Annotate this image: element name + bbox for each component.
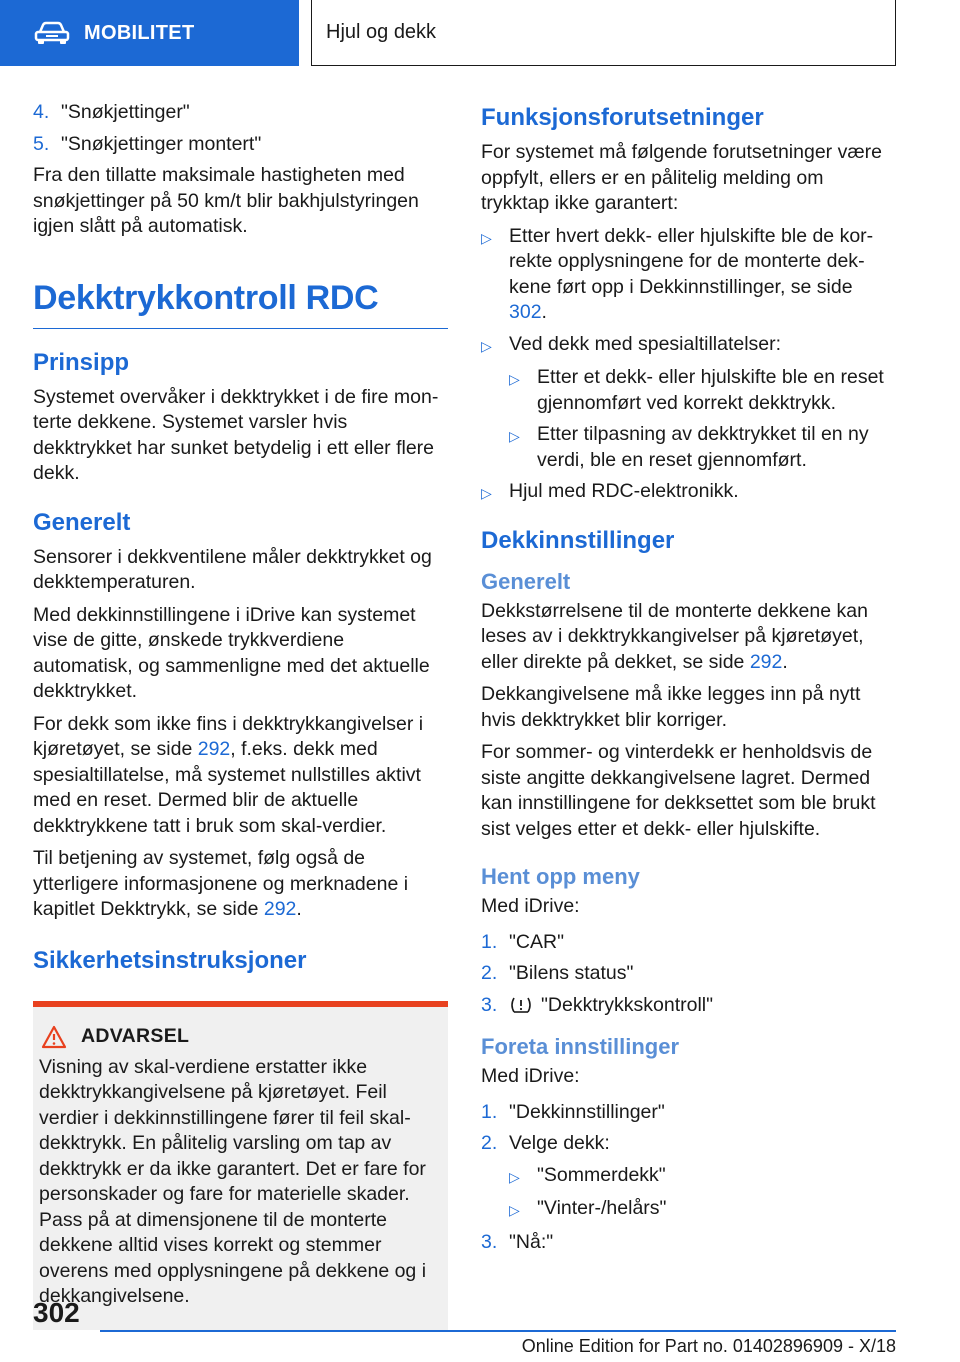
list-item: 3. "Nå:" (481, 1230, 554, 1253)
page-link[interactable]: 292 (263, 898, 297, 920)
bullet-triangle-icon: ▷ (509, 371, 520, 387)
dekkinn-p3: For sommer- og vinterdekk er henholdsvis de siste angitte dekkangivelsene lagret. Dermed kan innstillingene for dekksettet som ble brukt sist velges etter et dekk- eller hjulskifte. (481, 741, 876, 840)
list-item: 5. "Snøkjettinger montert" (33, 132, 262, 155)
page-number: 302 (33, 1297, 80, 1328)
bullet-triangle-icon: ▷ (481, 337, 492, 354)
heading-dekkinnstillinger: Dekkinnstillinger (481, 526, 675, 554)
heading-generelt-2: Generelt (481, 568, 571, 594)
list-item: ▷ Etter et dekk- eller hjulskifte ble en reset gjennomført ved korrekt dekktrykk. (509, 365, 893, 416)
warning-header (39, 1025, 440, 1049)
page-link[interactable]: 302 (509, 301, 542, 323)
generelt-p4: Til betjening av systemet, følg også de ytterligere informasjonene og merknadene i kapitlet Dekktrykk, se side 292. (33, 847, 409, 920)
heading-prinsipp: Prinsipp (33, 348, 130, 376)
heading-funksjon: Funksjonsforutsetninger (481, 104, 764, 131)
footer-divider (100, 1330, 896, 1332)
warning-text: Visning av skal-verdiene erstatter ikke dekktrykkangivelsene på kjøretøyet. Feil verdier i dekkinnstillingene fører til feil skal-dekktrykk. En pålitelig varsling om tap av dekktrykk er da ikke garantert. Det er fare for personskader og fare for materielle skader. Pass på at dimensjonene til de monterte dekkene alltid vises korrekt og stemmer overens med opplysningene på dekkene og i dekkangivelsene. (39, 1055, 427, 1307)
intro-paragraph: Fra den tillatte maksimale hastigheten med snøkjettinger på 50 km/t blir bakhjulstyringen igjen slått på automatisk. (33, 164, 419, 237)
page-title: Dekktrykkontroll RDC (33, 278, 448, 329)
section-label: MOBILITET (84, 21, 195, 44)
footer-edition: Online Edition for Part no. 01402896909 - X/18 (521, 1336, 896, 1356)
list-item: ▷ Hjul med RDC-elektronikk. (481, 479, 893, 507)
left-column (33, 100, 448, 1330)
foreta-text: Med iDrive: (481, 1065, 580, 1087)
list-item: 3. "Dekktrykkskontroll" (481, 993, 714, 1016)
chapter-title: Hjul og dekk (311, 0, 896, 66)
bullet-triangle-icon: ▷ (481, 229, 492, 246)
settings-steps-list-cont (481, 1230, 893, 1256)
heading-foreta-innstillinger: Foreta innstillinger (481, 1034, 680, 1059)
generelt-p1: Sensorer i dekkventilene måler dekktrykket og dekktemperaturen. (33, 545, 432, 593)
list-item: ▷ "Sommerdekk" (509, 1163, 893, 1191)
prerequisites-list (481, 224, 893, 507)
list-item: 2. "Bilens status" (481, 962, 634, 984)
generelt-p2: Med dekkinnstillingene i iDrive kan systemet vise de gitte, ønskede trykkverdiene automatisk, og sammenligne med det aktuelle dekktrykket. (33, 603, 430, 702)
warning-label: ADVARSEL (81, 1025, 190, 1047)
car-icon (34, 21, 70, 45)
dekkinn-p2: Dekkangivelsene må ikke legges inn på nytt hvis dekktrykket blir korriger. (481, 683, 861, 731)
list-item: 1. "CAR" (481, 930, 565, 953)
section-tab[interactable] (0, 0, 299, 66)
list-item: ▷ "Vinter-/helårs" (509, 1196, 893, 1224)
warning-triangle-icon (41, 1025, 67, 1049)
menu-steps-list (33, 100, 448, 157)
list-item: 1. "Dekkinnstillinger" (481, 1100, 665, 1123)
tire-pressure-icon (509, 995, 533, 1015)
prinsipp-text: Systemet overvåker i dekktrykket i de fire monterte dekkene. Systemet varsler hvis dekktrykket har sunket betydelig i ett eller flere dekk. (33, 385, 439, 484)
right-column (481, 100, 893, 1261)
menu-steps-list (481, 930, 893, 1019)
settings-steps-list (481, 1100, 893, 1157)
bullet-triangle-icon: ▷ (509, 1168, 520, 1185)
list-item: ▷ Etter hvert dekk- eller hjulskifte ble de korrekte opplysningene for de monterte dekkene ført opp i Dekkinnstillinger, se side 302. (481, 224, 893, 326)
generelt-p3: For dekk som ikke fins i dekktrykkangivelser i kjøretøyet, se side 292, f.eks. dekk med spesialtillatelse, må systemet nullstilles aktivt med en reset. Dermed blir de aktuelle dekktrykkene tatt i bruk som skal-verdier. (33, 712, 424, 837)
page-header (0, 0, 960, 66)
tire-choice-list (481, 1163, 893, 1224)
hent-text: Med iDrive: (481, 895, 580, 917)
bullet-triangle-icon: ▷ (509, 1202, 520, 1218)
heading-generelt: Generelt (33, 508, 131, 536)
list-item: 2. Velge dekk: (481, 1132, 610, 1154)
list-item: ▷ Ved dekk med spesialtillatelser: (481, 332, 893, 360)
bullet-triangle-icon: ▷ (509, 428, 520, 444)
page-link[interactable]: 292 (749, 650, 783, 673)
warning-box (33, 1001, 448, 1330)
list-item: 4. "Snøkjettinger" (33, 101, 190, 123)
heading-sikkerhet: Sikkerhetsinstruksjoner (33, 946, 307, 974)
bullet-triangle-icon: ▷ (481, 485, 492, 501)
page-link[interactable]: 292 (197, 738, 231, 760)
dekkinn-p1: Dekkstørrelsene til de monterte dekkene kan leses av i dekktrykkangivelser på kjøretøyet, eller direkte på dekket, se side 292. (481, 599, 868, 673)
heading-hent-opp-meny: Hent opp meny (481, 864, 640, 889)
funksjon-text: For systemet må følgende forutsetninger være oppfylt, ellers er en pålitelig melding om trykktap ikke garantert: (481, 141, 882, 214)
list-item: ▷ Etter tilpasning av dekktrykket til en ny verdi, ble en reset gjennomført. (509, 422, 893, 473)
